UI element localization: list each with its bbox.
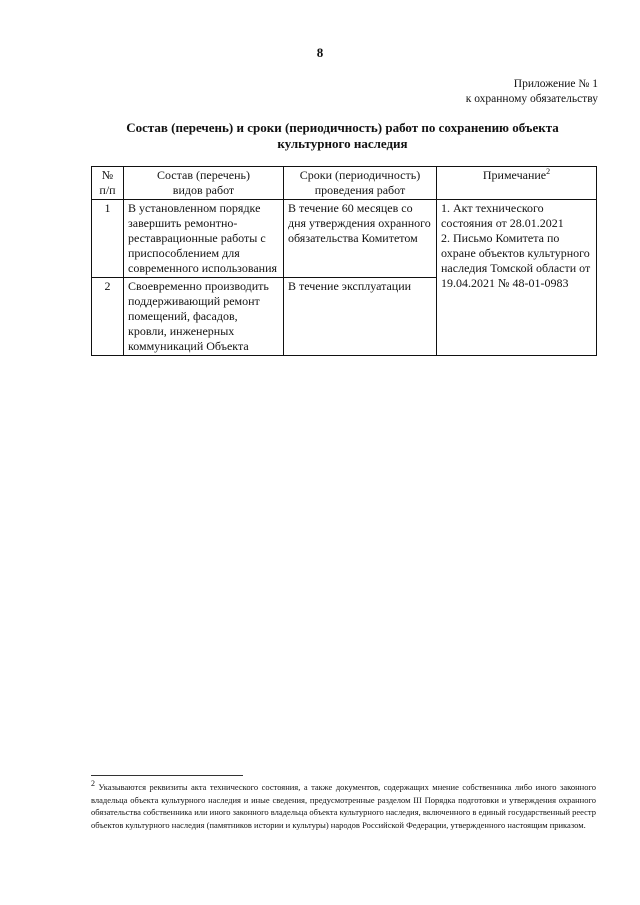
footnote-marker: 2 [91, 779, 95, 789]
table-header-row [92, 167, 597, 200]
row-number: 1 [92, 200, 124, 278]
works-table [91, 166, 597, 356]
header-works: Состав (перечень) видов работ [124, 167, 284, 200]
row-terms: В течение эксплуатации [284, 278, 437, 356]
row-terms: В течение 60 месяцев со дня утверждения охранного обязательства Комитетом [284, 200, 437, 278]
header-note [437, 167, 597, 200]
appendix-reference [466, 77, 598, 107]
page-number: 8 [316, 45, 324, 60]
row-works: В установленном порядке завершить ремонтно-реставрационные работы с приспособлением для современного использования [124, 200, 284, 278]
row-works: Своевременно производить поддерживающий ремонт помещений, фасадов, кровли, инженерных коммуникаций Объекта [124, 278, 284, 356]
footnote [91, 781, 596, 831]
document-title: Состав (перечень) и сроки (периодичность) работ по сохранению объекта культурного наследия [126, 120, 559, 151]
appendix-line-2: к охранному обязательству [465, 93, 598, 105]
appendix-line-1: Приложение № 1 [513, 78, 598, 90]
footnote-divider [91, 775, 243, 776]
header-terms: Сроки (периодичность) проведения работ [284, 167, 437, 200]
footnote-ref: 2 [546, 167, 551, 176]
header-note-label: Примечание [482, 168, 547, 182]
footnote-text: Указываются реквизиты акта технического состояния, а также документов, содержащих мнение собственника либо иного законного владельца объекта культурного наследия и иные сведения, предусмотренные разделом III Порядка подготовки и утверждения охранного обязательства собственника или иного законного владельца объекта культурного наследия, включенного в единый государственный реестр объектов культурного наследия (памятников истории и культуры) народов Российской Федерации, утвержденного настоящим приказом. [91, 782, 596, 830]
table-row [92, 200, 597, 278]
row-note: 1. Акт технического состояния от 28.01.2021 2. Письмо Комитета по охране объектов культурного наследия Томской области от 19.04.2021 № 48-01-0983 [437, 200, 597, 356]
row-number: 2 [92, 278, 124, 356]
header-number: № п/п [92, 167, 124, 200]
